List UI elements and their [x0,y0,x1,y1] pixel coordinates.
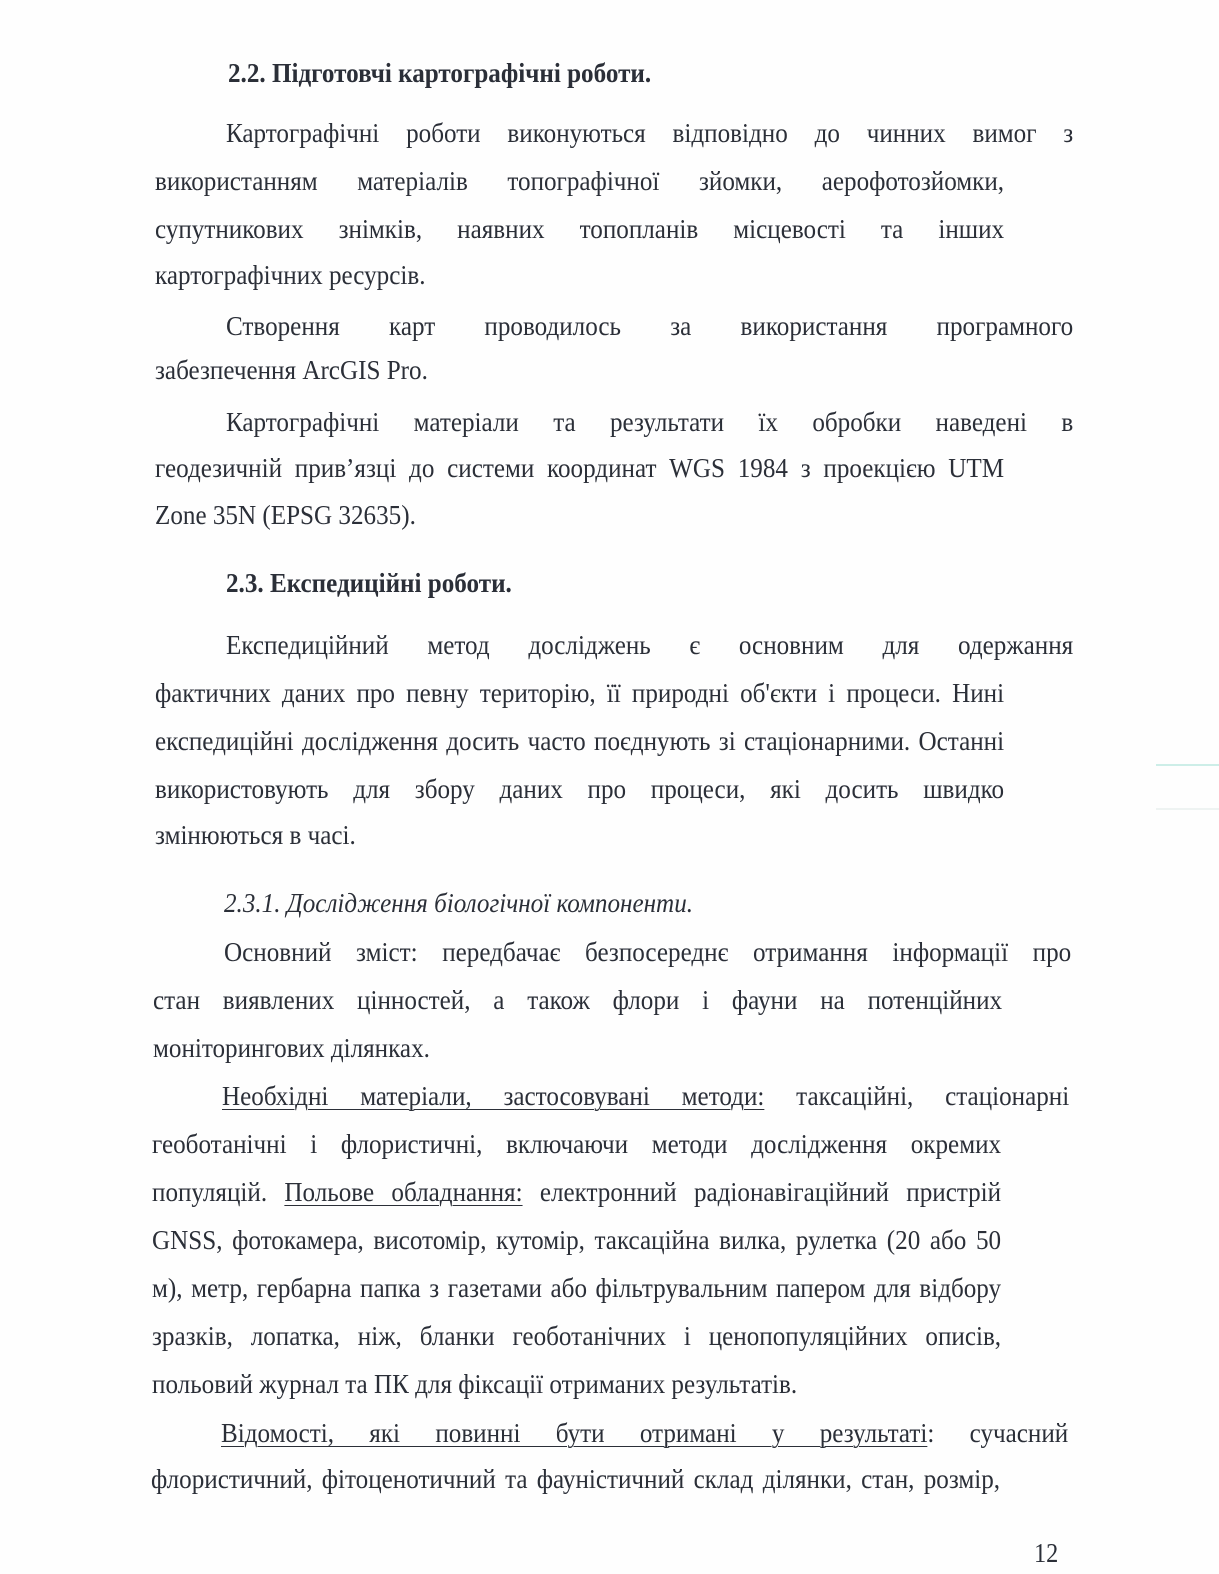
paragraph-line: картографічних ресурсів. [155,260,426,290]
equipment-label: Польове обладнання: [284,1177,523,1207]
paragraph-line: змінюються в часі. [155,820,356,850]
materials-text: таксаційні, стаціонарні [764,1081,1070,1111]
paragraph-line: геоботанічні і флористичні, включаючи методи дослідження окремих [152,1129,1002,1159]
paragraph-line: Картографічні роботи виконуються відповідно до чинних вимог з [226,118,1074,148]
results-text: : сучасний [927,1418,1069,1448]
paragraph-line: Експедиційний метод досліджень є основним для одержання [226,630,1074,660]
paragraph-line: Zone 35N (EPSG 32635). [155,500,416,530]
paragraph-line: стан виявлених цінностей, а також флори і фауни на потенційних [153,985,1003,1015]
scan-edge-mark [1156,764,1219,766]
section-heading-2-3: 2.3. Експедиційні роботи. [226,568,512,598]
paragraph-line: Основний зміст: передбачає безпосереднє отримання інформації про [224,937,1072,967]
paragraph-line: використанням матеріалів топографічної зйомки, аерофотозйомки, [155,166,1005,196]
results-label: Відомості, які повинні бути отримані у результаті [221,1418,928,1448]
paragraph-line: моніторингових ділянках. [153,1033,430,1063]
text-span: популяцій. [152,1177,285,1207]
paragraph-line: супутникових знімків, наявних топопланів місцевості та інших [155,214,1005,244]
paragraph-line [222,1079,1069,1113]
page-number: 12 [1034,1538,1059,1568]
paragraph-line: GNSS, фотокамера, висотомір, кутомір, таксаційна вилка, рулетка (20 або 50 [152,1225,1002,1255]
materials-label: Необхідні матеріали, застосовувані методи: [222,1081,765,1111]
paragraph-line [152,1175,1001,1209]
paragraph-line: фактичних даних про певну територію, її природні об'єкти і процеси. Нині [155,678,1005,708]
paragraph-line: геодезичній прив’язці до системи координат WGS 1984 з проекцією UTM [155,453,1005,483]
scan-edge-mark [1156,808,1219,810]
paragraph-line: зразків, лопатка, ніж, бланки геоботанічних і ценопопуляційних описів, [152,1321,1002,1351]
paragraph-line: польовий журнал та ПК для фіксації отриманих результатів. [152,1369,798,1399]
section-heading-2-2: 2.2. Підготовчі картографічні роботи. [228,58,652,88]
paragraph-line: забезпечення ArcGIS Pro. [155,355,428,385]
paragraph-line: Картографічні матеріали та результати їх обробки наведені в [226,407,1074,437]
paragraph-line: використовують для збору даних про процеси, які досить швидко [155,774,1005,804]
paragraph-line: Створення карт проводилось за використання програмного [226,311,1074,341]
subsection-heading-2-3-1: 2.3.1. Дослідження біологічної компоненти. [224,888,694,918]
paragraph-line: експедиційні дослідження досить часто поєднують зі стаціонарними. Останні [155,726,1005,756]
paragraph-line [221,1416,1068,1450]
equipment-text: електронний радіонавігаційний пристрій [522,1177,1002,1207]
paragraph-line: м), метр, гербарна папка з газетами або фільтрувальним папером для відбору [152,1273,1002,1303]
paragraph-line: флористичний, фітоценотичний та фауністичний склад ділянки, стан, розмір, [151,1464,1001,1494]
